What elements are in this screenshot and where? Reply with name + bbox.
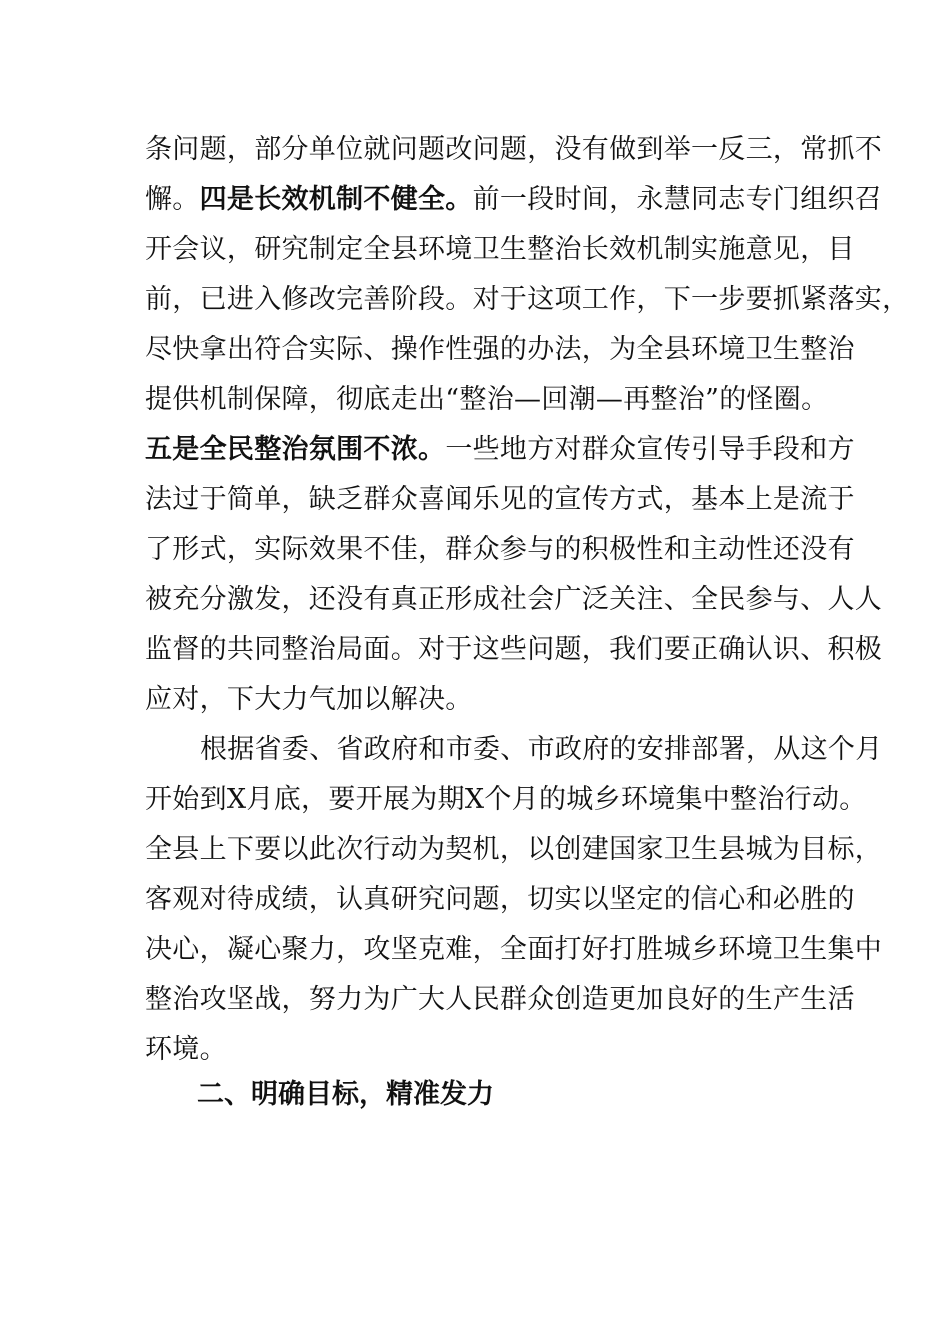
text-line	[145, 480, 855, 520]
text-line	[145, 230, 855, 270]
text-span: 懈。	[145, 184, 200, 215]
text-span: 环境。	[145, 1034, 227, 1065]
text-span: 整治攻坚战，努力为广大人民群众创造更加良好的生产生活	[145, 984, 855, 1015]
text-span: 法过于简单，缺乏群众喜闻乐见的宣传方式，基本上是流于	[145, 484, 855, 515]
text-line	[145, 180, 883, 220]
text-line	[145, 280, 910, 320]
text-span: 开会议，研究制定全县环境卫生整治长效机制实施意见，目	[145, 234, 855, 265]
text-span: 被充分激发，还没有真正形成社会广泛关注、全民参与、人人	[145, 584, 883, 615]
text-span: 前一段时间，永慧同志专门组织召	[472, 184, 883, 215]
text-line	[145, 430, 855, 470]
text-span: 一些地方对群众宣传引导手段和方	[445, 434, 855, 465]
text-line	[145, 330, 855, 370]
text-span: 根据省委、省政府和市委、市政府的安排部署，从这个月	[200, 734, 883, 765]
text-span: 应对，下大力气加以解决。	[145, 684, 473, 715]
text-span: 尽快拿出符合实际、操作性强的办法，为全县环境卫生整治	[145, 334, 855, 365]
bold-point-five: 五是全民整治氛围不浓。	[145, 434, 446, 465]
text-span: 客观对待成绩，认真研究问题，切实以坚定的信心和必胜的	[145, 884, 855, 915]
text-span: 提供机制保障，彻底走出“整治—回潮—再整治”的怪圈。	[145, 384, 829, 415]
text-line	[145, 130, 883, 170]
text-span: 决心，凝心聚力，攻坚克难，全面打好打胜城乡环境卫生集中	[145, 934, 883, 965]
text-span: 监督的共同整治局面。对于这些问题，我们要正确认识、积极	[145, 634, 883, 665]
text-line	[145, 830, 883, 870]
text-span: 开始到X月底，要开展为期X个月的城乡环境集中整治行动。	[145, 784, 867, 815]
bold-point-four: 四是长效机制不健全。	[199, 184, 473, 215]
text-line	[145, 980, 855, 1020]
text-line	[145, 1030, 809, 1070]
text-line	[145, 380, 829, 420]
section-heading: 二、明确目标，精准发力	[197, 1079, 494, 1110]
text-line	[145, 580, 883, 620]
text-line	[145, 880, 855, 920]
text-span: 全县上下要以此次行动为契机，以创建国家卫生县城为目标，	[145, 834, 883, 865]
text-span: 条问题，部分单位就问题改问题，没有做到举一反三，常抓不	[145, 134, 883, 165]
paragraph-first-line	[200, 730, 883, 770]
text-span: 了形式，实际效果不佳，群众参与的积极性和主动性还没有	[145, 534, 855, 565]
text-line	[145, 530, 855, 570]
text-line	[145, 780, 867, 820]
text-line	[145, 930, 883, 970]
text-line	[145, 680, 809, 720]
text-line	[145, 630, 883, 670]
text-span: 前，已进入修改完善阶段。对于这项工作，下一步要抓紧落实，	[145, 284, 910, 315]
